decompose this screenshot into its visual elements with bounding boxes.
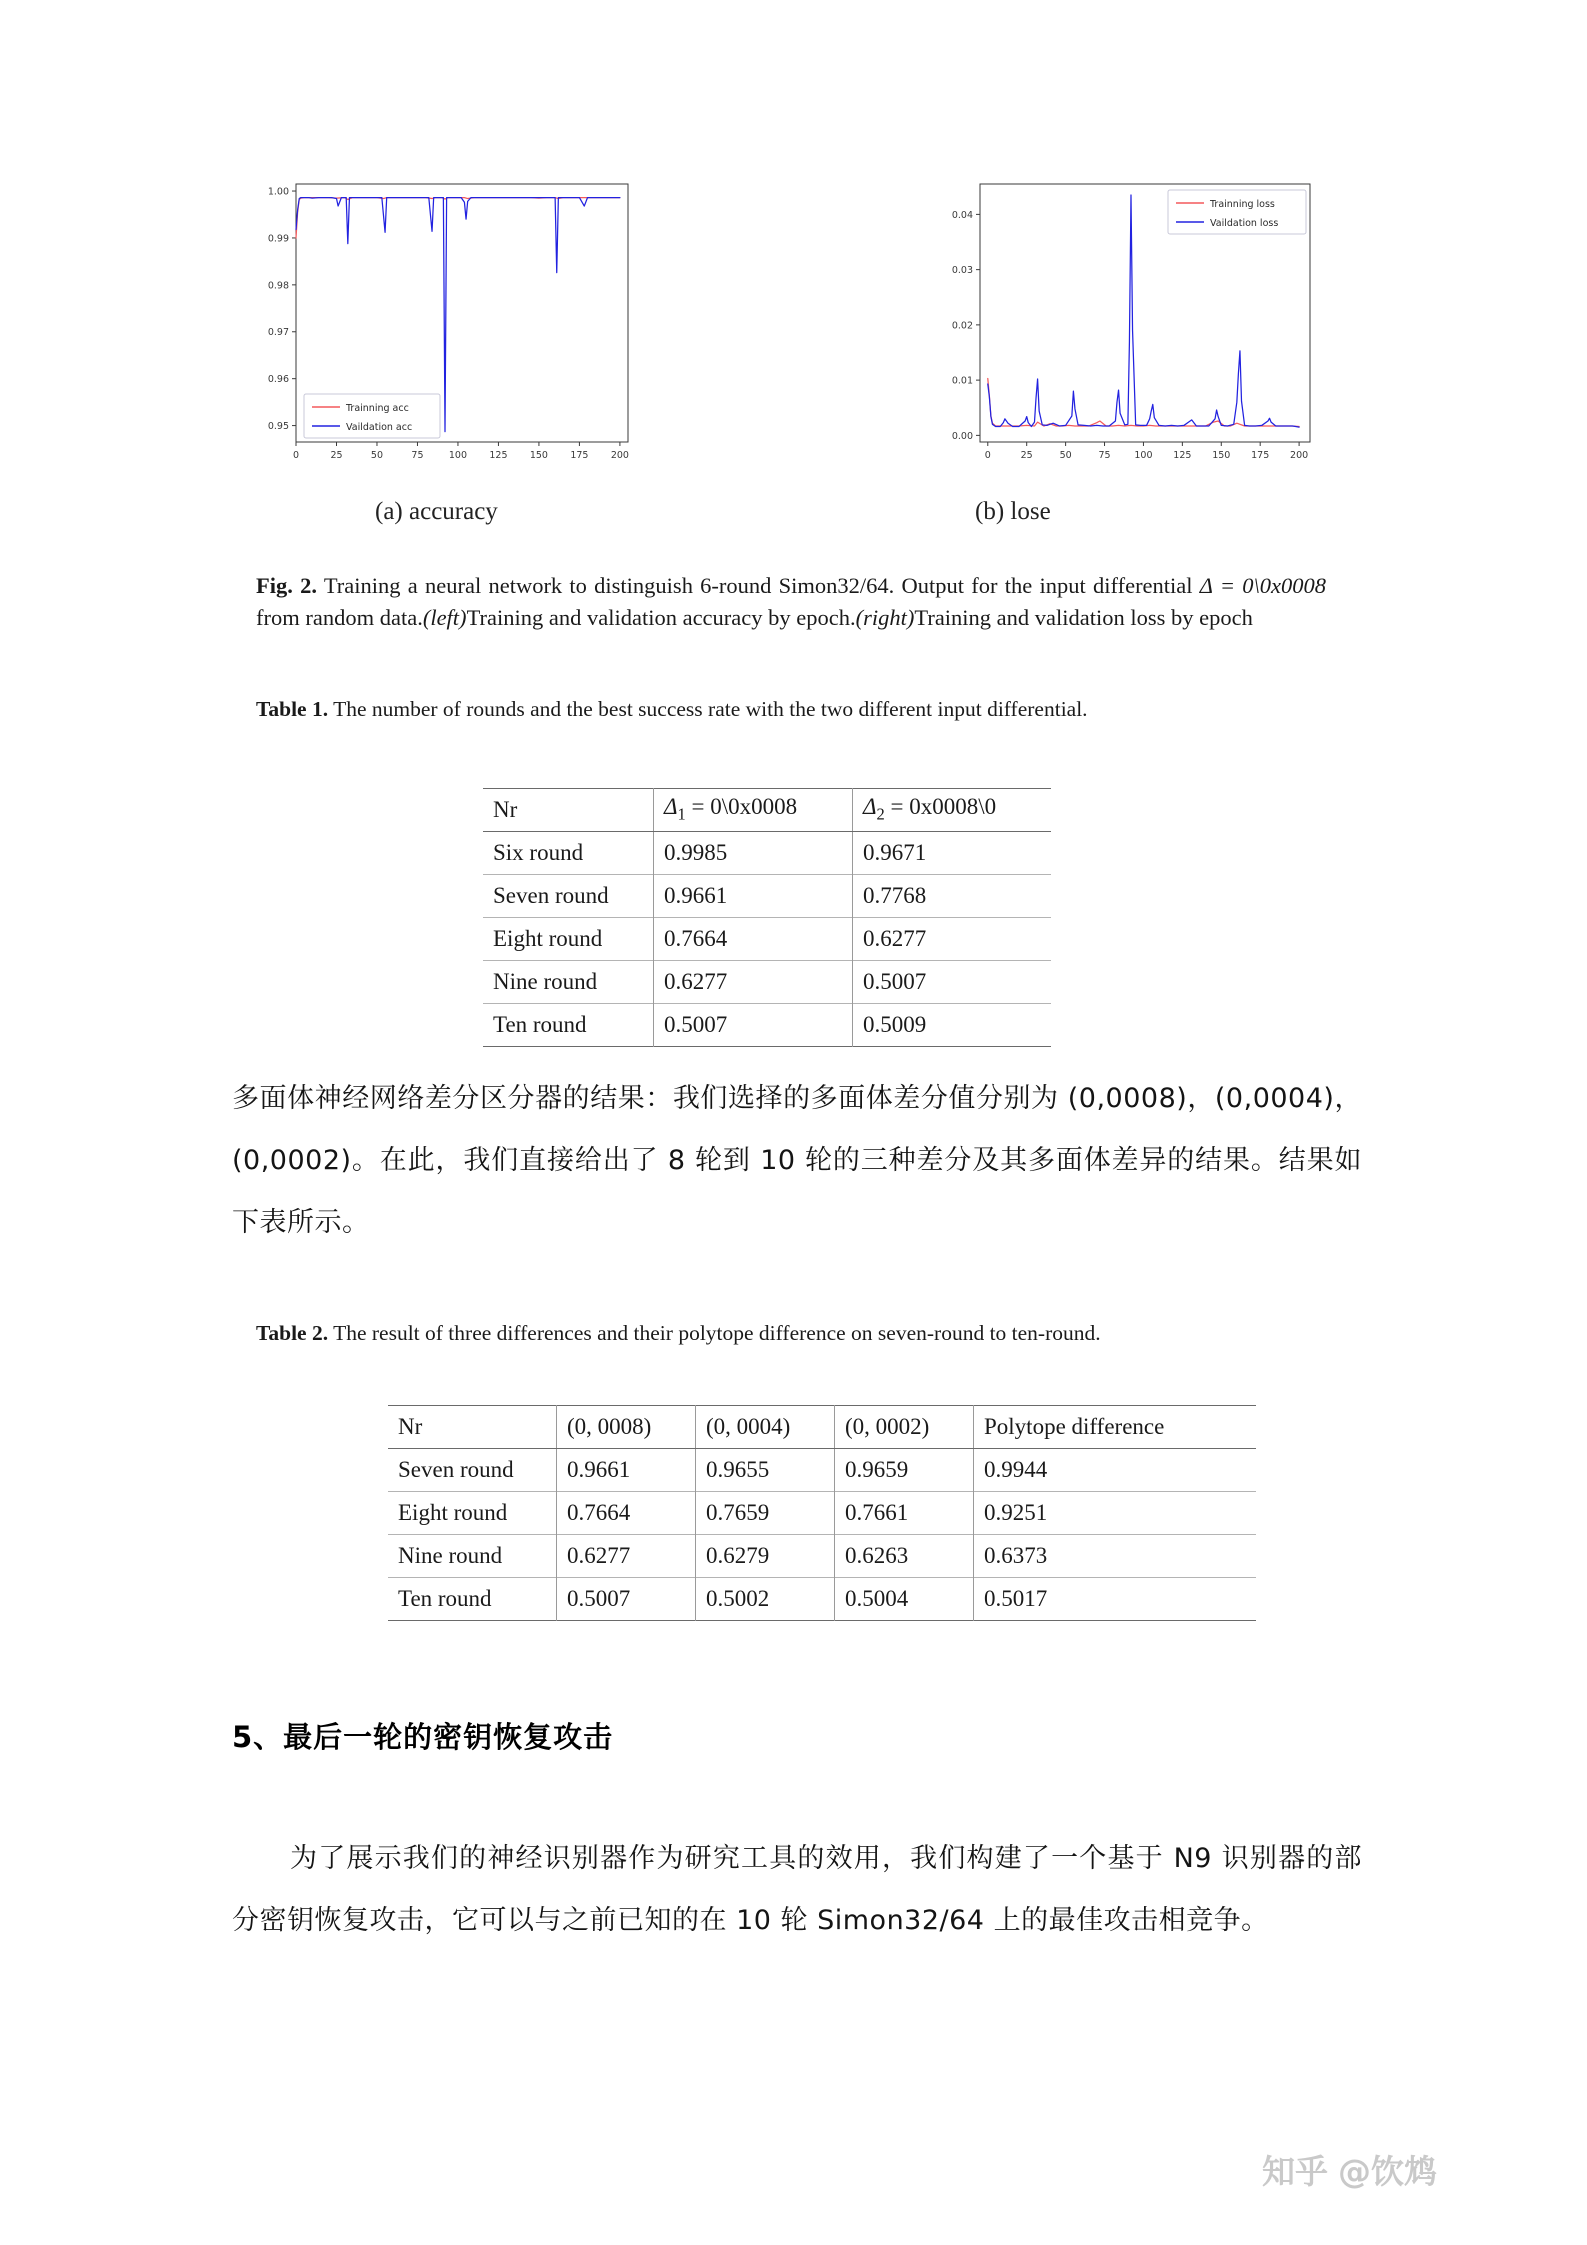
figure-2-caption-right: (right) <box>855 605 915 630</box>
svg-text:1.00: 1.00 <box>267 186 289 198</box>
svg-text:100: 100 <box>1134 450 1153 461</box>
section-5-heading: 5、最后一轮的密钥恢复攻击 <box>232 1720 614 1754</box>
table-row <box>483 1004 1051 1047</box>
svg-text:0.97: 0.97 <box>267 327 289 339</box>
table-1-header-nr: Nr <box>483 789 654 832</box>
figure-2-charts <box>240 172 1360 492</box>
table-cell-value: 0.9671 <box>853 832 1052 875</box>
table-row <box>388 1535 1256 1578</box>
body-paragraph-2: 为了展示我们的神经识别器作为研究工具的效用，我们构建了一个基于 N9 识别器的部分密钥恢复攻击，它可以与之前已知的在 10 轮 Simon32/64 上的最佳攻击相竞争。 <box>232 1843 1362 1936</box>
svg-text:0.02: 0.02 <box>951 320 973 332</box>
figure-subcaptions <box>240 498 1360 538</box>
table-cell-value: 0.7768 <box>853 875 1052 918</box>
table-2-header-1: (0, 0008) <box>557 1406 696 1449</box>
svg-text:0.98: 0.98 <box>267 280 289 292</box>
table-cell-value: 0.7664 <box>654 918 853 961</box>
table-cell-value: 0.9944 <box>974 1449 1257 1492</box>
loss-legend <box>1168 190 1306 234</box>
figure-2-caption-part-3: Training and validation accuracy by epoch. <box>466 605 856 630</box>
figure-2-label: Fig. 2. <box>256 573 317 598</box>
table-cell-value: 0.9659 <box>835 1449 974 1492</box>
figure-2-caption-left: (left) <box>422 605 467 630</box>
accuracy-x-axis-ticks <box>293 442 629 461</box>
table-1-head <box>483 789 1051 832</box>
table-cell-value: 0.9655 <box>696 1449 835 1492</box>
table-row-label: Seven round <box>388 1449 557 1492</box>
svg-text:200: 200 <box>610 450 629 461</box>
svg-text:0.99: 0.99 <box>267 233 289 245</box>
table-row <box>483 875 1051 918</box>
table-cell-value: 0.6373 <box>974 1535 1257 1578</box>
svg-text:25: 25 <box>330 450 343 461</box>
table-row-label: Eight round <box>483 918 654 961</box>
svg-text:0.01: 0.01 <box>951 375 973 387</box>
table-row <box>483 918 1051 961</box>
table-2-body <box>388 1449 1256 1621</box>
table-2-caption-text: The result of three differences and their polytope difference on seven-round to ten-round. <box>328 1321 1101 1345</box>
svg-text:0.96: 0.96 <box>267 374 289 386</box>
table-row-label: Ten round <box>388 1578 557 1621</box>
table-cell-value: 0.5004 <box>835 1578 974 1621</box>
table-cell-value: 0.9661 <box>557 1449 696 1492</box>
table-cell-value: 0.9251 <box>974 1492 1257 1535</box>
svg-text:0.00: 0.00 <box>951 430 973 442</box>
svg-text:Vaildation loss: Vaildation loss <box>1210 218 1279 229</box>
table-row-label: Eight round <box>388 1492 557 1535</box>
table-row-label: Ten round <box>483 1004 654 1047</box>
zhihu-watermark <box>1262 2146 1437 2193</box>
zhihu-logo-text: 知乎 <box>1262 2152 1328 2191</box>
table-row-label: Six round <box>483 832 654 875</box>
accuracy-chart <box>240 172 680 492</box>
body-paragraph-1: 多面体神经网络差分区分器的结果：我们选择的多面体差分值分别为 (0,0008)，(0,0004)，(0,0002)。在此，我们直接给出了 8 轮到 10 轮的三种差分及其多面体差异的结果。结果如下表所示。 <box>232 1083 1362 1238</box>
svg-text:100: 100 <box>448 450 468 461</box>
svg-text:50: 50 <box>1059 450 1072 461</box>
svg-text:0: 0 <box>292 450 300 461</box>
table-2-header-3: (0, 0002) <box>835 1406 974 1449</box>
figure-2-caption <box>256 570 1326 634</box>
svg-text:75: 75 <box>1098 450 1111 461</box>
table-cell-value: 0.7659 <box>696 1492 835 1535</box>
table-2-label: Table 2. <box>256 1321 329 1345</box>
table-2-header-row <box>388 1406 1256 1449</box>
table-row-label: Seven round <box>483 875 654 918</box>
figure-2-caption-part-2: from random data. <box>256 605 423 630</box>
accuracy-legend <box>304 394 440 438</box>
table-1-caption <box>256 694 1316 725</box>
table-row <box>388 1492 1256 1535</box>
svg-text:Trainning loss: Trainning loss <box>1210 199 1275 210</box>
table-1-caption-text: The number of rounds and the best success rate with the two different input differential. <box>328 697 1088 721</box>
loss-y-axis-ticks <box>952 210 980 442</box>
accuracy-y-axis-ticks <box>268 186 296 432</box>
svg-text:175: 175 <box>1251 450 1270 461</box>
table-2-head <box>388 1406 1256 1449</box>
table-row <box>388 1449 1256 1492</box>
table-1-header-delta2: $\Delta_2$ = 0x0008\0 <box>853 789 1052 832</box>
svg-text:125: 125 <box>1173 450 1192 461</box>
table-cell-value: 0.7664 <box>557 1492 696 1535</box>
table-cell-value: 0.6277 <box>557 1535 696 1578</box>
svg-text:125: 125 <box>489 450 508 461</box>
svg-text:50: 50 <box>370 450 384 461</box>
loss-chart-svg <box>920 172 1360 492</box>
table-1 <box>483 788 1051 1047</box>
table-cell-value: 0.9985 <box>654 832 853 875</box>
table-2-header-0: Nr <box>388 1406 557 1449</box>
svg-text:Vaildation acc: Vaildation acc <box>346 422 413 433</box>
table-row <box>388 1578 1256 1621</box>
table-cell-value: 0.6279 <box>696 1535 835 1578</box>
zhihu-handle: @饮鸩 <box>1338 2152 1437 2191</box>
svg-text:0.03: 0.03 <box>951 265 973 277</box>
svg-text:75: 75 <box>411 450 424 461</box>
table-cell-value: 0.6263 <box>835 1535 974 1578</box>
svg-text:150: 150 <box>529 450 548 461</box>
table-cell-value: 0.5002 <box>696 1578 835 1621</box>
table-cell-value: 0.5007 <box>557 1578 696 1621</box>
figure-2-caption-math: Δ = 0\0x0008 <box>1199 573 1326 598</box>
table-cell-value: 0.6277 <box>853 918 1052 961</box>
table-cell-value: 0.5007 <box>853 961 1052 1004</box>
svg-text:150: 150 <box>1212 450 1231 461</box>
table-2-header-2: (0, 0004) <box>696 1406 835 1449</box>
table-cell-value: 0.7661 <box>835 1492 974 1535</box>
table-1-header-row <box>483 789 1051 832</box>
table-cell-value: 0.6277 <box>654 961 853 1004</box>
svg-text:0.04: 0.04 <box>951 209 973 221</box>
subcaption-lose: (b) lose <box>975 498 1051 525</box>
table-cell-value: 0.5007 <box>654 1004 853 1047</box>
table-1-label: Table 1. <box>256 697 329 721</box>
table-2 <box>388 1405 1256 1621</box>
table-row-label: Nine round <box>388 1535 557 1578</box>
loss-x-axis-ticks <box>985 442 1308 461</box>
loss-chart <box>920 172 1360 492</box>
svg-text:0: 0 <box>984 450 991 461</box>
table-cell-value: 0.5009 <box>853 1004 1052 1047</box>
table-cell-value: 0.5017 <box>974 1578 1257 1621</box>
figure-2-caption-part-1: Training a neural network to distinguish 6-round Simon32/64. Output for the input differential <box>317 573 1200 598</box>
table-1-body <box>483 832 1051 1047</box>
subcaption-accuracy: (a) accuracy <box>375 498 498 525</box>
accuracy-chart-svg <box>240 172 680 492</box>
figure-2-caption-part-4: Training and validation loss by epoch <box>914 605 1253 630</box>
table-1-header-delta1: $\Delta_1$ = 0\0x0008 <box>654 789 853 832</box>
svg-text:Trainning acc: Trainning acc <box>346 403 409 414</box>
svg-text:200: 200 <box>1290 450 1309 461</box>
table-cell-value: 0.9661 <box>654 875 853 918</box>
table-row <box>483 961 1051 1004</box>
table-2-header-4: Polytope difference <box>974 1406 1257 1449</box>
table-row <box>483 832 1051 875</box>
svg-text:175: 175 <box>570 450 589 461</box>
svg-text:25: 25 <box>1020 450 1033 461</box>
svg-text:0.95: 0.95 <box>267 420 289 432</box>
table-row-label: Nine round <box>483 961 654 1004</box>
table-2-caption <box>256 1318 1336 1349</box>
